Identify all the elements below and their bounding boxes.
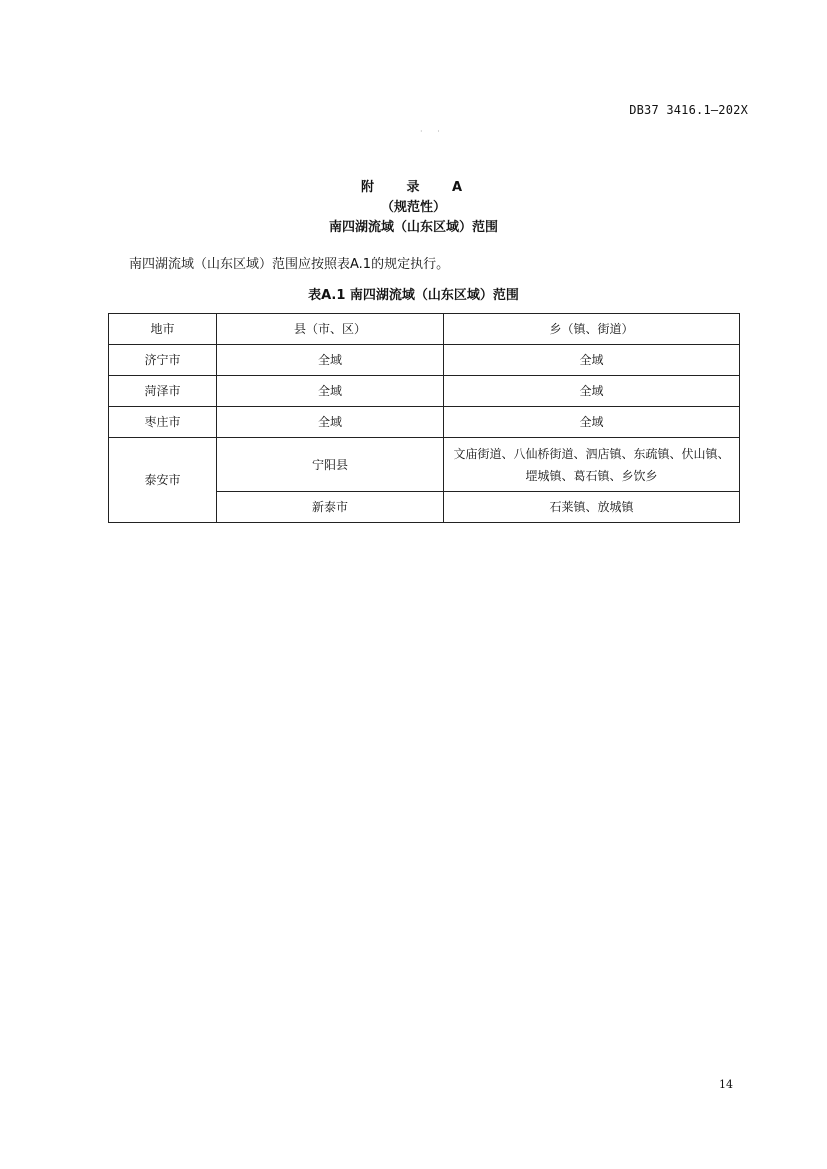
table-header-row <box>109 314 740 345</box>
header-county: 县（市、区） <box>217 314 444 345</box>
cell-city: 泰安市 <box>109 438 217 523</box>
intro-paragraph: 南四湖流域（山东区域）范围应按照表A.1的规定执行。 <box>129 257 450 272</box>
appendix-label: 附 录 A <box>360 180 477 195</box>
cell-city: 枣庄市 <box>109 407 217 438</box>
cell-county: 全域 <box>217 345 444 376</box>
cell-county: 全域 <box>217 376 444 407</box>
cell-towns: 全域 <box>444 345 740 376</box>
document-code: DB37 3416.1—202X <box>629 103 748 117</box>
header-city: 地市 <box>109 314 217 345</box>
scope-table <box>108 313 740 523</box>
cell-city: 菏泽市 <box>109 376 217 407</box>
cell-county: 新泰市 <box>217 492 444 523</box>
decorative-dots: · · <box>420 127 446 136</box>
appendix-heading <box>0 178 827 238</box>
cell-city: 济宁市 <box>109 345 217 376</box>
cell-county: 全域 <box>217 407 444 438</box>
cell-towns: 全域 <box>444 376 740 407</box>
cell-towns: 全域 <box>444 407 740 438</box>
table-caption: 表A.1 南四湖流域（山东区域）范围 <box>308 288 519 303</box>
table-row <box>109 407 740 438</box>
appendix-title: 南四湖流域（山东区域）范围 <box>328 220 498 235</box>
table-row <box>109 376 740 407</box>
table-row <box>109 345 740 376</box>
cell-towns: 石莱镇、放城镇 <box>444 492 740 523</box>
page-number: 14 <box>719 1078 733 1091</box>
header-towns: 乡（镇、街道） <box>444 314 740 345</box>
table-row <box>109 438 740 492</box>
cell-county: 宁阳县 <box>217 438 444 492</box>
cell-towns: 文庙街道、八仙桥街道、泗店镇、东疏镇、伏山镇、堽城镇、葛石镇、乡饮乡 <box>444 438 740 492</box>
appendix-nature: （规范性） <box>380 200 446 215</box>
